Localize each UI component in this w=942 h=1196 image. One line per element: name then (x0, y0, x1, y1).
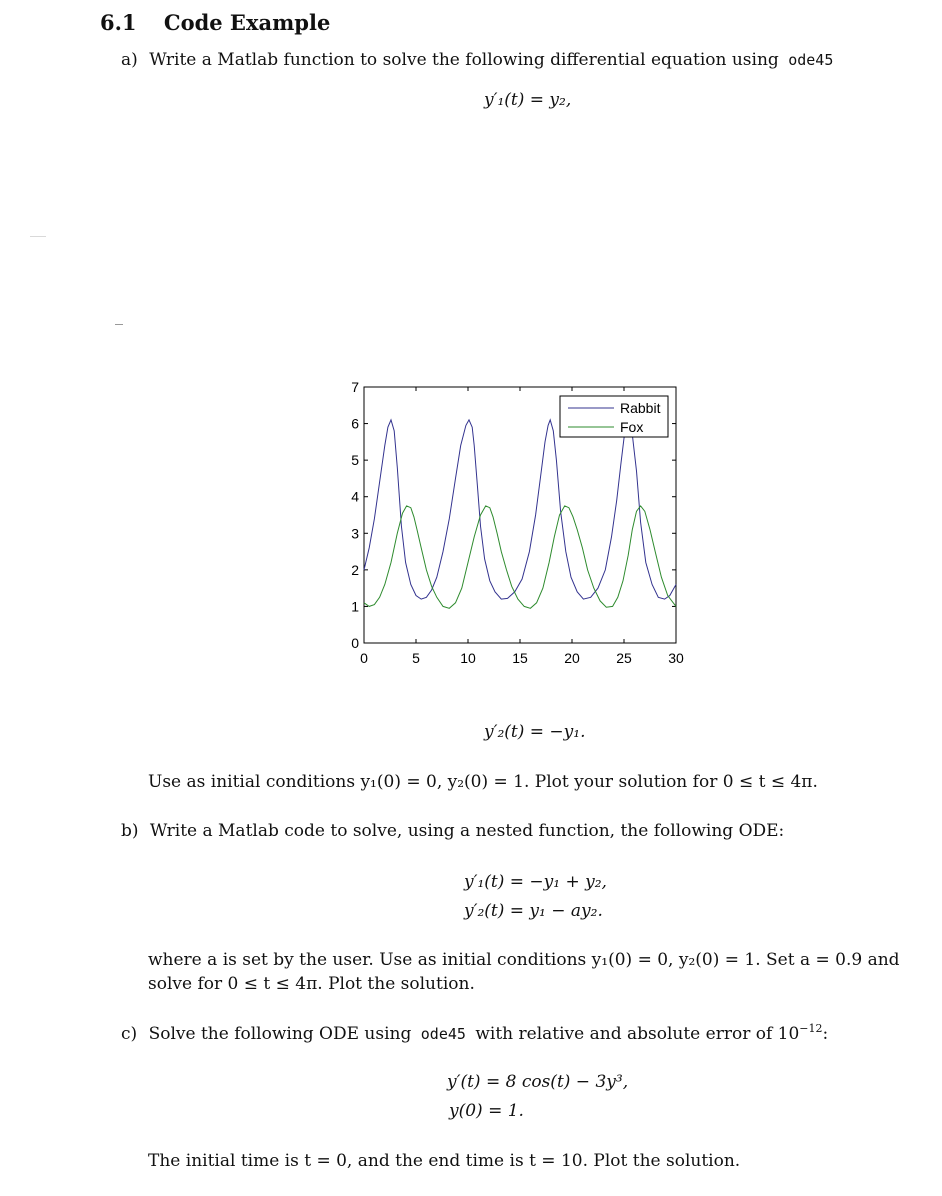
legend-label-rabbit: Rabbit (620, 400, 661, 416)
y-tick-label: 3 (351, 525, 359, 542)
x-tick-label: 5 (412, 650, 420, 666)
part-a-label: a) (121, 50, 138, 70)
x-tick-label: 0 (360, 650, 368, 666)
part-c-colon: : (822, 1024, 829, 1044)
x-tick-label: 10 (460, 650, 476, 666)
y-tick-label: 2 (351, 561, 359, 578)
x-tick-label: 15 (512, 650, 528, 666)
part-a-text: Write a Matlab function to solve the following differential equation using (149, 50, 779, 70)
part-c-final: The initial time is t = 0, and the end time is t = 10. Plot the solution. (148, 1151, 741, 1171)
part-b-prompt (121, 821, 784, 841)
part-a-equation-1: y′₁(t) = y₂, (484, 90, 572, 110)
part-b-equation-2: y′₂(t) = y₁ − ay₂. (464, 901, 603, 921)
y-tick-label: 0 (351, 635, 359, 651)
part-b-label: b) (121, 821, 139, 841)
part-c-label: c) (121, 1024, 138, 1044)
y-tick-label: 6 (351, 415, 359, 432)
part-c-exponent: −12 (799, 1022, 823, 1035)
part-b-line-2: solve for 0 ≤ t ≤ 4π. Plot the solution. (148, 974, 475, 994)
y-tick-label: 4 (351, 488, 359, 505)
part-c-text-before: Solve the following ODE using (148, 1024, 412, 1044)
x-tick-label: 20 (564, 650, 580, 666)
part-c-prompt (121, 1022, 828, 1044)
part-c-code: ode45 (420, 1025, 466, 1043)
part-a-conditions: Use as initial conditions y₁(0) = 0, y₂(0) = 1. Plot your solution for 0 ≤ t ≤ 4π. (148, 772, 818, 792)
part-c-text-after: with relative and absolute error of 10 (475, 1024, 800, 1044)
section-number: 6.1 (100, 10, 137, 35)
part-a-code: ode45 (788, 51, 834, 69)
x-tick-label: 30 (668, 650, 684, 666)
y-tick-label: 7 (351, 379, 359, 395)
y-tick-label: 5 (351, 452, 359, 469)
legend-label-fox: Fox (620, 419, 644, 435)
part-c-equation-1: y′(t) = 8 cos(t) − 3y³, (447, 1072, 629, 1092)
part-a-equation-2: y′₂(t) = −y₁. (484, 722, 586, 742)
x-tick-label: 25 (616, 650, 632, 666)
part-b-text: Write a Matlab code to solve, using a nested function, the following ODE: (149, 821, 785, 841)
part-b-line-1: where a is set by the user. Use as initial conditions y₁(0) = 0, y₂(0) = 1. Set a = 0.9 and (148, 950, 900, 970)
part-c-equation-2: y(0) = 1. (449, 1101, 524, 1121)
part-b-equation-1: y′₁(t) = −y₁ + y₂, (464, 872, 607, 892)
section-title: Code Example (163, 10, 331, 35)
y-tick-label: 1 (351, 598, 359, 615)
